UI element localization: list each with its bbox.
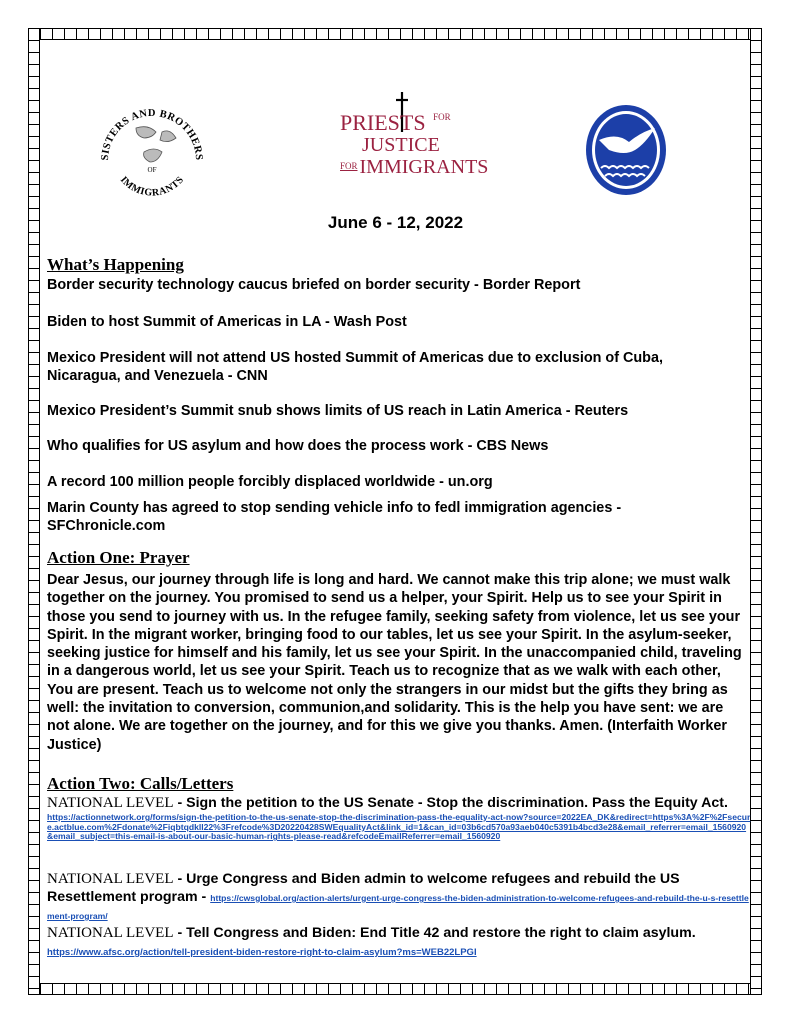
action-item: NATIONAL LEVEL - Sign the petition to the US Senate - Stop the discrimination. Pass the Equity Act. https://actionnetwork.org/forms/sign-the-petition-to-the-us-senate-stop-the-discrimination-pass-the-equality-act-now?source=2022EA_DK&redirect=https%3A%2F%2Fsecure.actblue.com%2Fdonate%2Fiqbtqdkll22%3Frefcode%3D20220428SWEqualityAct&link_id=1&can_id=03b6cd570a93aeb040c5391b4bcd3e28&email_referrer=email_1560920&email_subject=this-email-is-about-our-basic-human-rights-please-read&refcodeEmailReferrer=email_1560920 — [47, 795, 751, 842]
level-label: NATIONAL LEVEL — [47, 871, 174, 887]
level-label: NATIONAL LEVEL — [47, 795, 174, 811]
for-small-1: FOR — [433, 112, 451, 122]
news-item[interactable]: Mexico President’s Summit snub shows limits of US reach in Latin America - Reuters — [47, 403, 629, 419]
prayer-text: Dear Jesus, our journey through life is long and hard. We cannot make this trip alone; we must walk together on the journey. You promised to send us a helper, your Spirit. Help us to see your Spirit in those you send to journey with us. In the refugee family, seeking safety from violence, let us see your Spirit. In the migrant worker, bringing food to our tables, let us see your Spirit. In the asylum-seeker, seeking justice for himself and his family, let us see your Spirit. In the unaccompanied child, traveling in a dangerous world, let us see your Spirit. Teach us to recognize that as we walk with each other, You are present. Teach us to welcome not only the strangers in our midst but the gifts they bring as well: the invitation to conversion, communion,and solidarity. This is the help you have sent: we are not alone. We are together on the journey, and for this we give you thanks. Amen. (Interfaith Worker Justice) — [47, 572, 742, 753]
news-item[interactable]: Mexico President will not attend US hosted Summit of Americas due to exclusion of Cuba, Nicaragua, and Venezuela - CNN — [47, 350, 663, 384]
action-text: Tell Congress and Biden: End Title 42 and restore the right to claim asylum. — [186, 925, 696, 941]
cws-link[interactable]: https://cwsglobal.org/action-alerts/urgent-urge-congress-the-biden-administration-to-welcome-refugees-and-rebuild-the-u-s-resettlement-program/ — [47, 893, 749, 921]
justice-word: JUSTICE — [362, 134, 440, 156]
border-left — [28, 28, 40, 995]
priests-word: PRIESTS — [340, 110, 426, 135]
dove-icon — [583, 102, 669, 198]
border-right — [750, 28, 762, 995]
sisters-logo-bottom-text: IMMIGRANTS — [117, 174, 187, 198]
immigrants-word: IMMIGRANTS — [359, 156, 489, 178]
priests-for-justice-logo — [340, 90, 489, 190]
action-text: Sign the petition to the US Senate - Stop the discrimination. Pass the Equity Act. — [186, 795, 728, 811]
action-one-heading: Action One: Prayer — [47, 548, 190, 567]
sisters-brothers-logo — [96, 98, 208, 198]
dove-logo — [583, 102, 669, 198]
level-label: NATIONAL LEVEL — [47, 925, 174, 941]
action-item: NATIONAL LEVEL - Tell Congress and Biden: End Title 42 and restore the right to claim asylum. https://www.afsc.org/action/tell-president-biden-restore-right-to-claim-asylum?ms=WEB22LPGI — [47, 925, 696, 958]
hands-icon — [136, 127, 176, 162]
afsc-link[interactable]: https://www.afsc.org/action/tell-president-biden-restore-right-to-claim-asylum?ms=WEB22LPGI — [47, 947, 477, 958]
news-item[interactable]: A record 100 million people forcibly displaced worldwide - un.org — [47, 474, 493, 490]
border-bottom — [28, 983, 762, 995]
petition-link[interactable]: https://actionnetwork.org/forms/sign-the-petition-to-the-us-senate-stop-the-discrimination-pass-the-equality-act-now?source=2022EA_DK&redirect=https%3A%2F%2Fsecure.actblue.com%2Fdonate%2Fiqbtqdkll22%3Frefcode%3D20220428SWEqualityAct&link_id=1&can_id=03b6cd570a93aeb040c5391b4bcd3e28&email_referrer=email_1560920&email_subject=this-email-is-about-our-basic-human-rights-please-read&refcodeEmailReferrer=email_1560920 — [47, 812, 751, 842]
action-two-heading: Action Two: Calls/Letters — [47, 774, 234, 793]
border-top — [28, 28, 762, 40]
whats-happening-heading: What’s Happening — [47, 255, 184, 274]
action-text: Urge Congress and Biden admin to welcome refugees and rebuild the US Resettlement program - — [47, 871, 680, 905]
action-item: NATIONAL LEVEL - Urge Congress and Biden admin to welcome refugees and rebuild the US Resettlement program - https://cwsglobal.org/action-alerts/urgent-urge-congress-the-biden-administration-to-welcome-refugees-and-rebuild-the-u-s-resettlement-program/ — [47, 871, 749, 921]
newsletter-date: June 6 - 12, 2022 — [327, 213, 464, 232]
news-item[interactable]: Who qualifies for US asylum and how does the process work - CBS News — [47, 438, 549, 454]
news-item[interactable]: Border security technology caucus briefed on border security - Border Report — [47, 277, 581, 293]
for-small-2: FOR — [340, 161, 358, 171]
news-item[interactable]: Marin County has agreed to stop sending vehicle info to fedl immigration agencies - SFChronicle.com — [47, 500, 622, 534]
svg-text:IMMIGRANTS — [118, 174, 186, 198]
sisters-logo-middle-text: OF — [147, 166, 157, 174]
news-item[interactable]: Biden to host Summit of Americas in LA - Wash Post — [47, 314, 407, 330]
sisters-logo-top-text: SISTERS AND BROTHERS — [99, 107, 205, 161]
